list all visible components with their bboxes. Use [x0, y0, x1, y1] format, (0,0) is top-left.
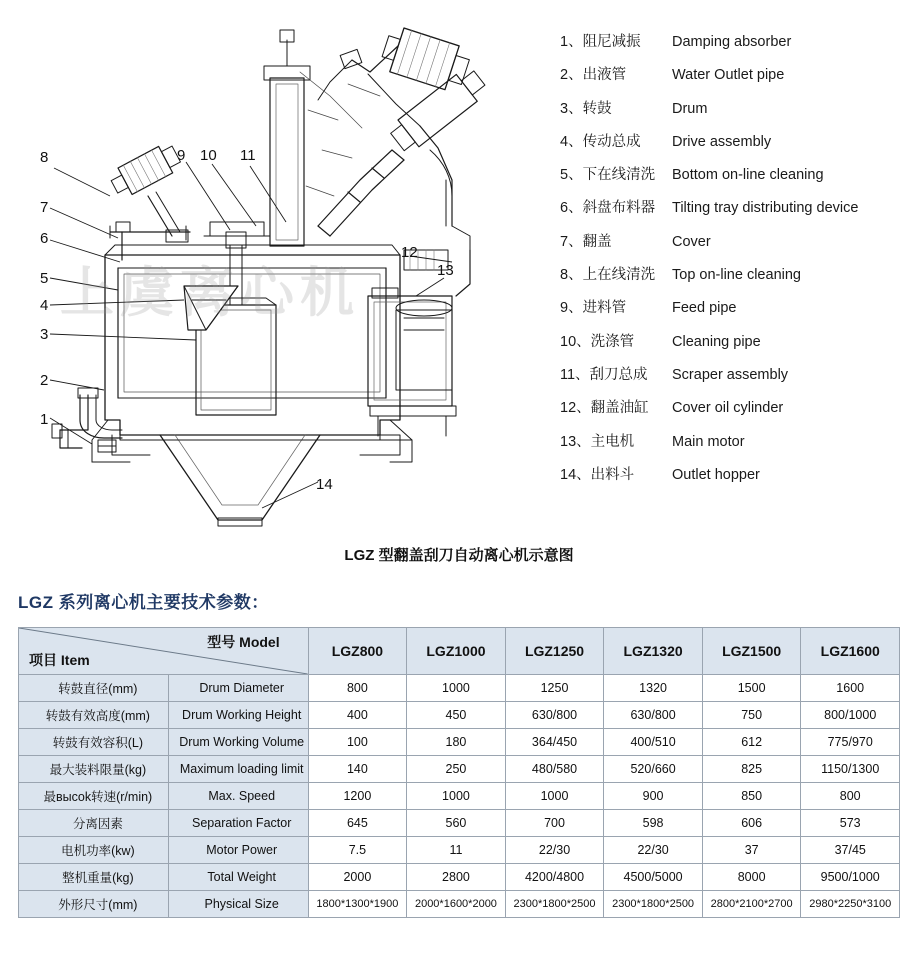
cell-value: 612 — [702, 729, 801, 756]
cell-value: 630/800 — [604, 702, 703, 729]
cell-value: 180 — [407, 729, 506, 756]
legend-item-label-en: Water Outlet pipe — [672, 67, 785, 84]
cell-value: 775/970 — [801, 729, 900, 756]
legend-item-label-cn: 11、刮刀总成 — [560, 366, 648, 383]
table-header-row — [19, 628, 900, 675]
cell-value: 825 — [702, 756, 801, 783]
legend-item-5 — [560, 163, 918, 196]
cell-value: 1000 — [407, 783, 506, 810]
cell-value: 7.5 — [308, 837, 407, 864]
cell-value: 450 — [407, 702, 506, 729]
row-label-cn: 整机重量(kg) — [19, 864, 169, 891]
legend-item-7 — [560, 230, 918, 263]
cell-value: 630/800 — [505, 702, 604, 729]
cell-value: 37/45 — [801, 837, 900, 864]
legend-item-label-cn: 8、上在线清洗 — [560, 267, 656, 284]
cell-value: 800 — [801, 783, 900, 810]
table-col-header-lgz1250: LGZ1250 — [505, 628, 604, 675]
cell-value: 1800*1300*1900 — [308, 891, 407, 918]
legend-list — [560, 30, 918, 496]
cell-value: 1150/1300 — [801, 756, 900, 783]
cell-value: 22/30 — [505, 837, 604, 864]
cell-value: 800 — [308, 675, 407, 702]
cell-value: 1320 — [604, 675, 703, 702]
cell-value: 1500 — [702, 675, 801, 702]
legend-item-4 — [560, 130, 918, 163]
cell-value: 573 — [801, 810, 900, 837]
legend-item-label-en: Damping absorber — [672, 34, 792, 50]
legend-item-label-en: Bottom on-line cleaning — [672, 167, 824, 184]
cell-value: 606 — [702, 810, 801, 837]
cell-value: 560 — [407, 810, 506, 837]
legend-item-label-en: Feed pipe — [672, 300, 737, 317]
table-corner-header — [19, 628, 309, 675]
callout-6: 6 — [40, 230, 49, 247]
legend-item-14 — [560, 463, 918, 496]
legend-item-label-cn: 14、出料斗 — [560, 466, 635, 483]
row-label-cn: 转鼓直径(mm) — [19, 675, 169, 702]
legend-item-6 — [560, 196, 918, 229]
row-label-cn: 分离因素 — [19, 810, 169, 837]
cell-value: 11 — [407, 837, 506, 864]
legend-item-label-cn: 5、下在线清洗 — [560, 167, 656, 184]
legend-item-label-cn: 4、传动总成 — [560, 133, 641, 150]
cell-value: 2000 — [308, 864, 407, 891]
table-row — [19, 837, 900, 864]
cell-value: 250 — [407, 756, 506, 783]
legend-item-label-en: Drive assembly — [672, 133, 772, 150]
row-label-cn: 外形尺寸(mm) — [19, 891, 169, 918]
legend-item-10 — [560, 330, 918, 363]
legend-item-label-en: Cleaning pipe — [672, 333, 761, 350]
legend-item-label-en: Scraper assembly — [672, 366, 789, 383]
row-label-en: Separation Factor — [168, 810, 308, 837]
cell-value: 2980*2250*3100 — [801, 891, 900, 918]
legend-item-label-cn: 3、转鼓 — [560, 100, 612, 117]
callout-8: 8 — [40, 149, 49, 166]
legend-item-label-en: Cover — [672, 233, 711, 250]
legend-item-label-cn: 2、出液管 — [560, 67, 627, 84]
callout-13: 13 — [437, 262, 454, 279]
cell-value: 8000 — [702, 864, 801, 891]
cell-value: 4500/5000 — [604, 864, 703, 891]
callout-14: 14 — [316, 476, 333, 493]
callout-11: 11 — [240, 147, 256, 164]
cell-value: 1000 — [407, 675, 506, 702]
cell-value: 100 — [308, 729, 407, 756]
table-row — [19, 810, 900, 837]
table-row — [19, 891, 900, 918]
table-row — [19, 756, 900, 783]
cell-value: 2000*1600*2000 — [407, 891, 506, 918]
table-row — [19, 702, 900, 729]
legend-item-label-en: Main motor — [672, 433, 745, 450]
row-label-en: Total Weight — [168, 864, 308, 891]
row-label-cn: 最высok转速(r/min) — [19, 783, 169, 810]
table-col-header-lgz1500: LGZ1500 — [702, 628, 801, 675]
legend-item-13 — [560, 430, 918, 463]
table-col-header-lgz1000: LGZ1000 — [407, 628, 506, 675]
legend-item-label-en: Cover oil cylinder — [672, 400, 784, 417]
legend-item-12 — [560, 396, 918, 429]
callout-10: 10 — [200, 147, 217, 164]
legend-item-label-cn: 13、主电机 — [560, 433, 635, 450]
callout-5: 5 — [40, 270, 49, 287]
table-col-header-lgz800: LGZ800 — [308, 628, 407, 675]
cell-value: 22/30 — [604, 837, 703, 864]
row-label-cn: 电机功率(kw) — [19, 837, 169, 864]
legend-item-11 — [560, 363, 918, 396]
row-label-cn: 转鼓有效高度(mm) — [19, 702, 169, 729]
cell-value: 800/1000 — [801, 702, 900, 729]
row-label-en: Maximum loading limit — [168, 756, 308, 783]
row-label-en: Max. Speed — [168, 783, 308, 810]
table-row — [19, 675, 900, 702]
table-col-header-lgz1320: LGZ1320 — [604, 628, 703, 675]
watermark: 上虞离心机 — [60, 263, 360, 323]
table-corner-item-label: 项目 Item — [29, 652, 90, 668]
row-label-cn: 最大装料限量(kg) — [19, 756, 169, 783]
cell-value: 2300*1800*2500 — [604, 891, 703, 918]
cell-value: 645 — [308, 810, 407, 837]
cell-value: 2800*2100*2700 — [702, 891, 801, 918]
callout-12: 12 — [401, 244, 418, 261]
callout-1: 1 — [40, 411, 49, 428]
cell-value: 1200 — [308, 783, 407, 810]
cell-value: 1600 — [801, 675, 900, 702]
cell-value: 2300*1800*2500 — [505, 891, 604, 918]
cell-value: 1000 — [505, 783, 604, 810]
row-label-cn: 转鼓有效容积(L) — [19, 729, 169, 756]
cell-value: 4200/4800 — [505, 864, 604, 891]
legend-item-1 — [560, 30, 918, 63]
legend-item-label-en: Drum — [672, 100, 708, 117]
legend-item-label-en: Top on-line cleaning — [672, 267, 801, 284]
cell-value: 480/580 — [505, 756, 604, 783]
centrifuge-line-drawing — [0, 0, 560, 530]
cell-value: 900 — [604, 783, 703, 810]
table-row — [19, 729, 900, 756]
callout-3: 3 — [40, 326, 49, 343]
specifications-table — [18, 627, 900, 918]
cell-value: 400/510 — [604, 729, 703, 756]
table-row — [19, 864, 900, 891]
row-label-en: Drum Working Height — [168, 702, 308, 729]
cell-value: 2800 — [407, 864, 506, 891]
callout-4: 4 — [40, 297, 49, 314]
cell-value: 598 — [604, 810, 703, 837]
table-col-header-lgz1600: LGZ1600 — [801, 628, 900, 675]
section-title: LGZ 系列离心机主要技术参数： — [18, 593, 269, 612]
cell-value: 140 — [308, 756, 407, 783]
legend-item-label-cn: 6、斜盘布料器 — [560, 200, 656, 217]
cell-value: 1250 — [505, 675, 604, 702]
cell-value: 520/660 — [604, 756, 703, 783]
figure-caption: LGZ 型翻盖刮刀自动离心机示意图 — [344, 547, 574, 564]
cell-value: 750 — [702, 702, 801, 729]
legend-item-label-cn: 12、翻盖油缸 — [560, 400, 649, 417]
row-label-en: Physical Size — [168, 891, 308, 918]
row-label-en: Drum Diameter — [168, 675, 308, 702]
callout-9: 9 — [177, 147, 186, 164]
legend-item-8 — [560, 263, 918, 296]
table-row — [19, 783, 900, 810]
legend-item-3 — [560, 97, 918, 130]
callout-7: 7 — [40, 199, 49, 216]
callout-2: 2 — [40, 372, 49, 389]
cell-value: 37 — [702, 837, 801, 864]
legend-item-label-en: Outlet hopper — [672, 466, 760, 483]
legend-item-label-cn: 10、洗涤管 — [560, 333, 635, 350]
cell-value: 850 — [702, 783, 801, 810]
cell-value: 364/450 — [505, 729, 604, 756]
legend-item-label-en: Tilting tray distributing device — [672, 200, 859, 217]
legend-item-label-cn: 7、翻盖 — [560, 233, 612, 250]
cell-value: 700 — [505, 810, 604, 837]
legend-item-2 — [560, 63, 918, 96]
cell-value: 9500/1000 — [801, 864, 900, 891]
table-corner-model-label: 型号 Model — [207, 634, 280, 650]
row-label-en: Drum Working Volume — [168, 729, 308, 756]
legend-item-label-cn: 1、阻尼减振 — [560, 34, 641, 50]
legend-item-9 — [560, 296, 918, 329]
centrifuge-diagram — [0, 0, 560, 530]
cell-value: 400 — [308, 702, 407, 729]
row-label-en: Motor Power — [168, 837, 308, 864]
legend-item-label-cn: 9、进料管 — [560, 300, 627, 317]
